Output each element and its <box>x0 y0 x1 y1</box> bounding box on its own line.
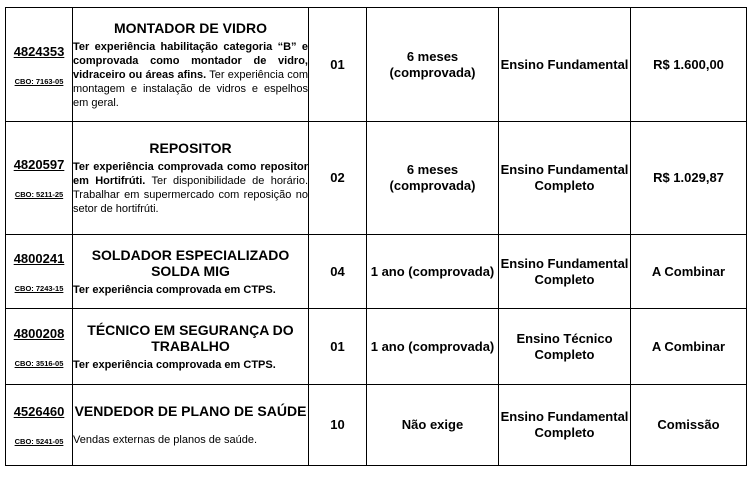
job-requirements: Ter experiência comprovada em CTPS. <box>73 358 276 371</box>
cbo-code: CBO: 3516-05 <box>14 358 64 368</box>
job-title: TÉCNICO EM SEGURANÇA DO TRABALHO <box>87 321 294 354</box>
job-requirements: Ter experiência comprovada como repositor em Hortifrúti. <box>73 161 308 187</box>
job-description <box>73 283 308 297</box>
job-title: MONTADOR DE VIDRO <box>114 19 267 36</box>
job-description-cell <box>73 8 309 122</box>
cbo-code: CBO: 7163-05 <box>14 76 64 86</box>
table-row <box>6 309 747 385</box>
job-code-cell <box>6 8 73 122</box>
job-code-cell <box>6 385 73 466</box>
salary: A Combinar <box>631 235 747 309</box>
cbo-code: CBO: 7243-15 <box>14 283 64 293</box>
cbo-code: CBO: 5241-05 <box>14 437 64 446</box>
salary: R$ 1.600,00 <box>631 8 747 122</box>
experience-required: 6 meses (comprovada) <box>367 122 499 235</box>
job-code: 4800241 <box>13 250 65 266</box>
job-details: Ter disponibilidade de horário. Trabalhar em supermercado com reposição no setor de hortifrúti. <box>73 175 308 215</box>
job-code: 4824353 <box>13 43 65 59</box>
experience-required: 1 ano (comprovada) <box>367 309 499 385</box>
job-description-cell <box>73 309 309 385</box>
vacancies-count: 01 <box>309 8 367 122</box>
experience-required: 6 meses (comprovada) <box>367 8 499 122</box>
education-level: Ensino Fundamental Completo <box>499 235 631 309</box>
job-description-cell <box>73 235 309 309</box>
job-description-cell <box>73 122 309 235</box>
salary: R$ 1.029,87 <box>631 122 747 235</box>
job-listings-table <box>5 7 747 466</box>
job-description <box>73 358 308 372</box>
job-requirements: Ter experiência comprovada em CTPS. <box>73 283 276 296</box>
education-level: Ensino Fundamental <box>499 8 631 122</box>
job-title: SOLDADOR ESPECIALIZADO SOLDA MIG <box>91 246 290 279</box>
job-details: Ter experiência com montagem e instalação de vidros e espelhos em geral. <box>73 68 308 109</box>
job-description <box>73 40 308 110</box>
job-title: REPOSITOR <box>149 140 232 156</box>
job-code: 4526460 <box>13 404 65 419</box>
table-row <box>6 8 747 122</box>
job-description <box>73 160 308 216</box>
job-description-cell <box>73 385 309 466</box>
job-code: 4820597 <box>13 157 65 172</box>
table-row <box>6 385 747 466</box>
job-code-cell <box>6 309 73 385</box>
vacancies-count: 01 <box>309 309 367 385</box>
table-row <box>6 235 747 309</box>
cbo-code: CBO: 5211-25 <box>14 190 64 199</box>
education-level: Ensino Fundamental Completo <box>499 122 631 235</box>
vacancies-count: 04 <box>309 235 367 309</box>
vacancies-count: 10 <box>309 385 367 466</box>
job-title: VENDEDOR DE PLANO DE SAÚDE <box>74 403 307 419</box>
job-code-cell <box>6 122 73 235</box>
job-code: 4800208 <box>13 325 65 341</box>
job-requirements: Ter experiência habilitação categoria “B” e comprovada como montador de vidro, vidraceiro ou áreas afins. <box>73 40 308 81</box>
experience-required: Não exige <box>367 385 499 466</box>
education-level: Ensino Técnico Completo <box>499 309 631 385</box>
salary: Comissão <box>631 385 747 466</box>
salary: A Combinar <box>631 309 747 385</box>
job-description <box>73 433 308 447</box>
job-details: Vendas externas de planos de saúde. <box>73 434 258 446</box>
table-row <box>6 122 747 235</box>
job-code-cell <box>6 235 73 309</box>
experience-required: 1 ano (comprovada) <box>367 235 499 309</box>
education-level: Ensino Fundamental Completo <box>499 385 631 466</box>
vacancies-count: 02 <box>309 122 367 235</box>
